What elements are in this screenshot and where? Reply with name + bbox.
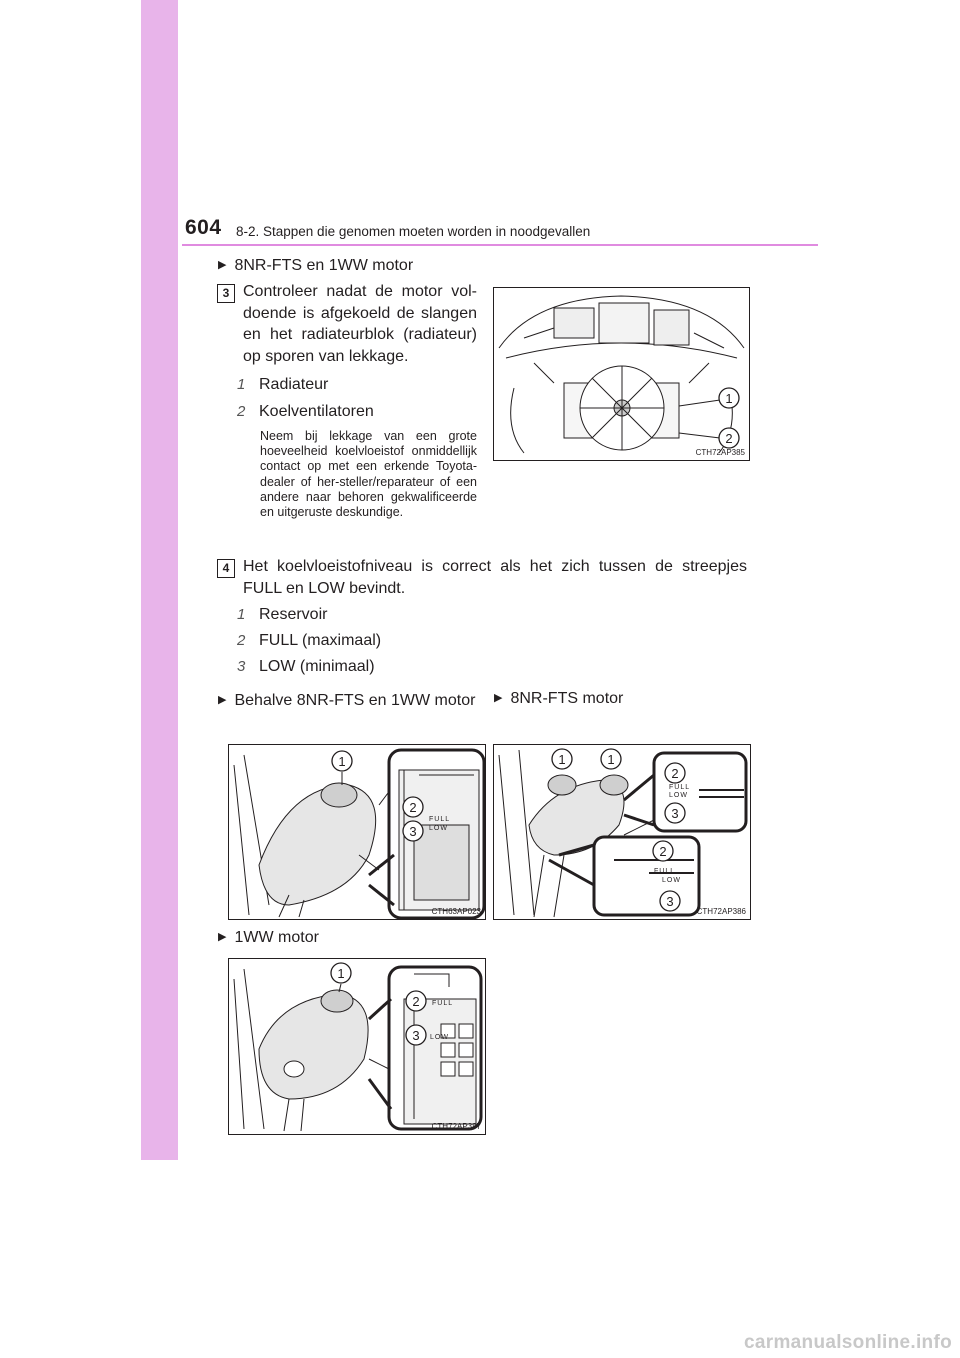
step3-item-2 xyxy=(237,403,374,421)
engine-heading-other xyxy=(218,690,478,712)
header-rule xyxy=(182,244,818,246)
low-mark: LOW xyxy=(669,792,688,799)
reservoir-illustration xyxy=(494,745,750,919)
sidebar-tab xyxy=(141,0,178,1160)
figure-reservoir-8nr xyxy=(493,744,751,920)
callout-label: 1 xyxy=(725,391,733,406)
arrow-bullet-icon: ▶ xyxy=(218,259,227,271)
step3-text: Controleer nadat de motor vol-doende is afgekoeld de slangen en het radiateurblok (radiateur) op sporen van lekkage. xyxy=(243,283,477,365)
engine-heading-label: 1WW motor xyxy=(234,929,319,946)
section-title: 8-2. Stappen die genomen moeten worden in noodgevallen xyxy=(236,224,591,239)
low-mark: LOW xyxy=(429,825,448,832)
callout-label: 1 xyxy=(338,754,346,769)
low-mark: LOW xyxy=(430,1034,449,1041)
item-number: 1 xyxy=(237,376,246,393)
full-mark: FULL xyxy=(432,1000,454,1007)
reservoir-illustration xyxy=(229,745,485,919)
engine-heading-1ww xyxy=(218,929,319,947)
figure-code: CTH72AP387 xyxy=(431,1122,481,1131)
full-mark: FULL xyxy=(669,784,691,791)
step3-item-1 xyxy=(237,376,328,394)
callout-label: 2 xyxy=(409,800,417,815)
step4-text: Het koelvloeistofniveau is correct als het zich tussen de streepjes FULL en LOW bevindt. xyxy=(243,558,747,597)
low-mark: LOW xyxy=(662,877,681,884)
engine-heading-label: Behalve 8NR-FTS en 1WW motor xyxy=(234,692,476,709)
callout-label: 3 xyxy=(666,894,674,909)
engine-heading-label: 8NR-FTS motor xyxy=(510,690,624,707)
leak-note: Neem bij lekkage van een grote hoeveelheid koelvloeistof onmiddellijk contact op met een erkende Toyota-dealer of her-steller/reparateur of een andere naar behoren gekwalificeerde en uitgeruste deskundige. xyxy=(260,429,477,520)
full-mark: FULL xyxy=(429,816,451,823)
callout-label: 1 xyxy=(337,966,345,981)
item-label: LOW (minimaal) xyxy=(259,658,375,675)
engine-heading-8nr xyxy=(494,690,623,708)
arrow-bullet-icon: ▶ xyxy=(494,692,503,704)
callout-label: 3 xyxy=(671,806,679,821)
figure-code: CTH72AP386 xyxy=(696,907,746,916)
engine-heading-8nr-1ww xyxy=(218,257,413,275)
figure-reservoir-1ww xyxy=(228,958,486,1135)
engine-heading-label: 8NR-FTS en 1WW motor xyxy=(234,257,414,274)
item-label: Koelventilatoren xyxy=(259,403,374,420)
figure-reservoir-other xyxy=(228,744,486,920)
callout-label: 2 xyxy=(412,994,420,1009)
callout-label: 1 xyxy=(558,752,566,767)
figure-code: CTH72AP385 xyxy=(695,448,745,457)
step4-item-2 xyxy=(237,632,381,650)
reservoir-illustration xyxy=(229,959,485,1134)
step-badge-4: 4 xyxy=(217,559,235,578)
page-number: 604 xyxy=(185,216,222,239)
engine-bay-illustration xyxy=(494,288,749,460)
callout-label: 3 xyxy=(409,824,417,839)
arrow-bullet-icon: ▶ xyxy=(218,931,227,943)
item-label: FULL (maximaal) xyxy=(259,632,382,649)
item-label: Reservoir xyxy=(259,606,328,623)
item-label: Radiateur xyxy=(259,376,329,393)
step4-item-3 xyxy=(237,658,375,676)
step-badge-3: 3 xyxy=(217,284,235,303)
item-number: 2 xyxy=(237,632,246,649)
callout-label: 1 xyxy=(607,752,615,767)
full-mark: FULL xyxy=(654,868,676,875)
callout-label: 2 xyxy=(659,844,667,859)
callout-label: 2 xyxy=(671,766,679,781)
item-number: 1 xyxy=(237,606,246,623)
watermark: carmanualsonline.info xyxy=(744,1332,952,1353)
item-number: 3 xyxy=(237,658,246,675)
arrow-bullet-icon: ▶ xyxy=(218,694,227,706)
figure-engine-bay xyxy=(493,287,750,461)
callout-label: 2 xyxy=(725,431,733,446)
figure-code: CTH63AP023 xyxy=(431,907,481,916)
callout-label: 3 xyxy=(412,1028,420,1043)
step4-item-1 xyxy=(237,606,327,624)
item-number: 2 xyxy=(237,403,246,420)
